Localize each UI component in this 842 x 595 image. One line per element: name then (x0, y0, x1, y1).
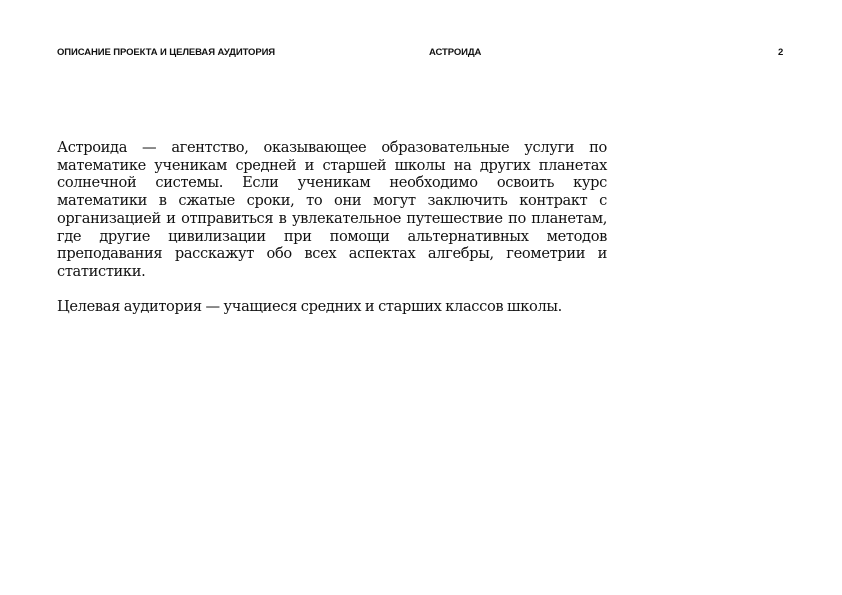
main-content (57, 139, 607, 316)
section-title: ОПИСАНИЕ ПРОЕКТА И ЦЕЛЕВАЯ АУДИТОРИЯ (57, 47, 276, 58)
project-name: АСТРОИДА (429, 47, 482, 58)
project-description: Астроида — агентство, оказывающее образовательные услуги по математике ученикам средней и старшей школы на других планетах солнечной системы. Если ученикам необходимо освоить курс математики в сжатые сроки, то они могут заключить контракт с организацией и отправиться в увлекательное путешествие по планетам, где другие цивилизации при помощи альтернативных методов преподавания расскажут обо всех аспектах алгебры, геометрии и статистики. (57, 139, 607, 280)
page-number: 2 (778, 47, 784, 58)
target-audience: Целевая аудитория — учащиеся средних и старших классов школы. (57, 298, 562, 316)
